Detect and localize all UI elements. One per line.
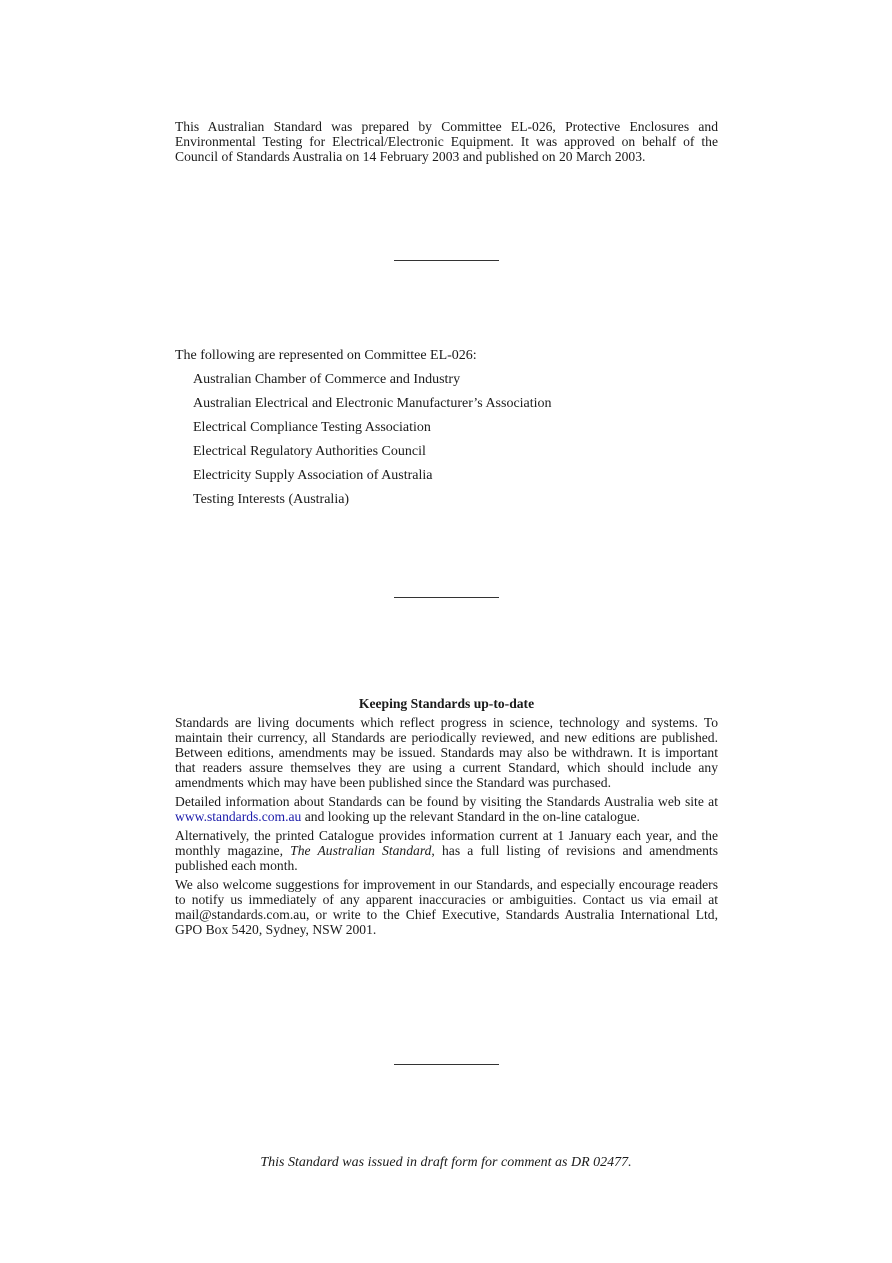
magazine-title: The Australian Standard [290, 843, 432, 858]
committee-intro: The following are represented on Committee EL-026: [175, 348, 477, 363]
section-heading: Keeping Standards up-to-date [358, 696, 535, 711]
draft-footer-note: This Standard was issued in draft form for comment as DR 02477. [260, 1155, 632, 1170]
section-divider-2 [394, 597, 499, 598]
paragraph-web-info [175, 794, 718, 824]
committee-member: Electrical Compliance Testing Association [193, 420, 431, 435]
keeping-standards-section [175, 696, 718, 941]
paragraph-catalogue [175, 828, 718, 873]
section-divider-3 [394, 1064, 499, 1065]
paragraph-text: , has a full listing of revisions and amendments published each month. [175, 843, 718, 873]
committee-member: Australian Electrical and Electronic Manufacturer’s Association [193, 396, 552, 411]
paragraph-text: Detailed information about Standards can be found by visiting the Standards Australia web site at [175, 794, 718, 809]
paragraph-text: Alternatively, the printed Catalogue provides information current at 1 January each year, and the monthly magazine, [175, 828, 718, 858]
committee-member: Electrical Regulatory Authorities Council [193, 444, 426, 459]
committee-section [175, 348, 718, 508]
committee-member: Testing Interests (Australia) [193, 492, 350, 507]
approval-paragraph: This Australian Standard was prepared by Committee EL-026, Protective Enclosures and Environmental Testing for Electrical/Electronic Equipment. It was approved on behalf of the Council of Standards Australia on 14 February 2003 and published on 20 March 2003. [175, 119, 718, 164]
approval-section [175, 119, 718, 164]
paragraph-text: and looking up the relevant Standard in the on-line catalogue. [301, 809, 640, 824]
committee-member: Australian Chamber of Commerce and Industry [193, 372, 461, 387]
paragraph-living-documents: Standards are living documents which reflect progress in science, technology and systems. To maintain their currency, all Standards are periodically reviewed, and new editions are published. Between editions, amendments may be issued. Standards may also be withdrawn. It is important that readers assure themselves they are using a current Standard, which should include any amendments which may have been published since the Standard was purchased. [175, 715, 718, 790]
standards-website-link[interactable]: www.standards.com.au [175, 809, 302, 824]
committee-member: Electricity Supply Association of Australia [193, 468, 433, 483]
section-divider-1 [394, 260, 499, 261]
paragraph-suggestions: We also welcome suggestions for improvement in our Standards, and especially encourage readers to notify us immediately of any apparent inaccuracies or ambiguities. Contact us via email at mail@standards.com.au, or write to the Chief Executive, Standards Australia International Ltd, GPO Box 5420, Sydney, NSW 2001. [175, 877, 718, 937]
committee-member-list [175, 372, 718, 508]
